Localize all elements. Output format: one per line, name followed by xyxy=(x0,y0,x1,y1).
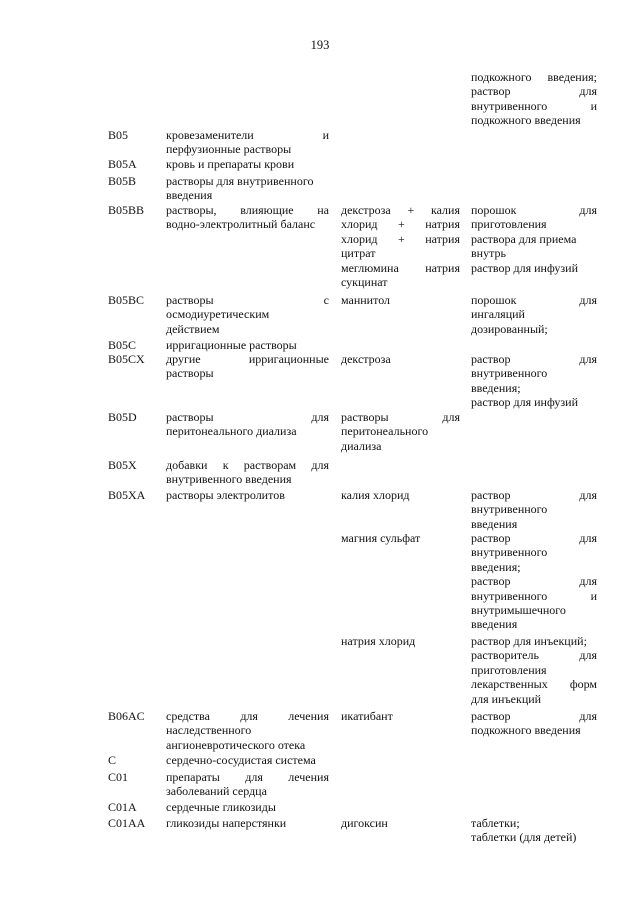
text-line: средства для лечения xyxy=(166,709,329,723)
text-line: растворы xyxy=(166,366,214,381)
text-line: дигоксин xyxy=(341,816,388,830)
atc-code: B05BB xyxy=(108,203,145,217)
text-line: заболеваний сердца xyxy=(166,784,267,799)
text-line: введения; xyxy=(471,559,521,574)
text-line: икатибант xyxy=(341,709,393,723)
text-line: внутривенного xyxy=(471,366,548,381)
anatomical-therapeutic-group xyxy=(166,128,329,157)
text-line: перитонеального диализа xyxy=(166,424,297,439)
dosage-form xyxy=(471,634,597,706)
atc-code: C01AA xyxy=(108,816,146,830)
text-line: подкожного введения; xyxy=(471,70,597,84)
text-line: внутрь xyxy=(471,246,506,261)
text-line: растворы для внутривенного xyxy=(166,174,314,188)
dosage-form xyxy=(471,203,597,275)
text-line: введения xyxy=(166,188,213,203)
text-line: магния сульфат xyxy=(341,531,421,545)
drug-name xyxy=(341,352,460,366)
text-line: хлорид + натрия xyxy=(341,231,460,246)
anatomical-therapeutic-group xyxy=(166,816,329,830)
drug-name xyxy=(341,203,460,289)
text-line: сукцинат xyxy=(341,275,388,290)
text-line: растворы для xyxy=(341,410,460,424)
text-line: ингаляций xyxy=(471,307,525,322)
text-line: сердечно-сосудистая система xyxy=(166,753,316,767)
text-line: введения; xyxy=(471,380,521,395)
text-line: сердечные гликозиды xyxy=(166,800,276,814)
text-line: внутривенного и xyxy=(471,588,597,603)
atc-code: B05BC xyxy=(108,293,145,307)
anatomical-therapeutic-group xyxy=(166,352,329,381)
drug-name xyxy=(341,410,460,453)
anatomical-therapeutic-group xyxy=(166,410,329,439)
text-line: ирригационные растворы xyxy=(166,338,297,352)
text-line: кровь и препараты крови xyxy=(166,157,295,171)
text-line: приготовления xyxy=(471,217,547,232)
text-line: декстроза + калия xyxy=(341,203,460,217)
text-line: для инъекций xyxy=(471,691,542,706)
atc-code: B05 xyxy=(108,128,129,142)
text-line: добавки к растворам для xyxy=(166,458,329,472)
text-line: меглюмина натрия xyxy=(341,260,460,275)
atc-code: B05D xyxy=(108,410,137,424)
text-line: раствор для инъекций; xyxy=(471,634,587,648)
text-line: порошок для xyxy=(471,293,597,307)
text-line: раствор для xyxy=(471,574,597,589)
text-line: ангионевротического отека xyxy=(166,737,306,752)
anatomical-therapeutic-group xyxy=(166,203,329,232)
dosage-form xyxy=(471,352,597,410)
text-line: диализа xyxy=(341,438,382,453)
text-line: раствор для xyxy=(471,84,597,99)
text-line: введения xyxy=(471,516,518,531)
atc-code: B05B xyxy=(108,174,137,188)
text-line: натрия хлорид xyxy=(341,634,416,648)
text-line: растворы электролитов xyxy=(166,488,285,502)
anatomical-therapeutic-group xyxy=(166,293,329,336)
text-line: растворитель для xyxy=(471,648,597,663)
text-line: осмодиуретическим xyxy=(166,307,270,322)
text-line: таблетки (для детей) xyxy=(471,830,577,845)
text-line: наследственного xyxy=(166,723,252,738)
text-line: внутривенного и xyxy=(471,98,597,113)
anatomical-therapeutic-group xyxy=(166,770,329,799)
text-line: водно-электролитный баланс xyxy=(166,217,316,232)
atc-code: C01 xyxy=(108,770,129,784)
text-line: гликозиды наперстянки xyxy=(166,816,287,830)
drug-name xyxy=(341,531,460,545)
text-line: внутривенного xyxy=(471,545,548,560)
text-line: раствор для xyxy=(471,531,597,545)
text-line: внутривенного xyxy=(471,502,548,517)
text-line: введения xyxy=(471,617,518,632)
text-line: действием xyxy=(166,321,220,336)
dosage-form xyxy=(471,70,597,128)
text-line: растворы для xyxy=(166,410,329,424)
text-line: внутривенного введения xyxy=(166,472,292,487)
anatomical-therapeutic-group xyxy=(166,488,329,502)
text-line: таблетки; xyxy=(471,816,520,830)
text-line: подкожного введения xyxy=(471,113,581,128)
dosage-form xyxy=(471,709,597,738)
anatomical-therapeutic-group xyxy=(166,800,329,814)
text-line: раствор для xyxy=(471,488,597,502)
text-line: лекарственных форм xyxy=(471,677,597,692)
dosage-form xyxy=(471,293,597,336)
text-line: кровезаменители и xyxy=(166,128,329,142)
anatomical-therapeutic-group xyxy=(166,174,329,203)
drug-name xyxy=(341,816,460,830)
text-line: другие ирригационные xyxy=(166,352,329,366)
atc-code: B05XA xyxy=(108,488,146,502)
drug-name xyxy=(341,293,460,307)
dosage-form xyxy=(471,488,597,531)
text-line: растворы с xyxy=(166,293,329,307)
text-line: раствор для инфузий xyxy=(471,260,578,275)
dosage-form xyxy=(471,531,597,632)
drug-name xyxy=(341,488,460,502)
text-line: раствор для xyxy=(471,352,597,366)
drug-name xyxy=(341,709,460,723)
text-line: перфузионные растворы xyxy=(166,142,292,157)
anatomical-therapeutic-group xyxy=(166,338,329,352)
text-line: подкожного введения xyxy=(471,723,581,738)
atc-code: B06AC xyxy=(108,709,145,723)
text-line: раствор для инфузий xyxy=(471,395,578,410)
atc-code: B05CX xyxy=(108,352,145,366)
text-line: хлорид + натрия xyxy=(341,217,460,232)
text-line: раствор для xyxy=(471,709,597,723)
text-line: препараты для лечения xyxy=(166,770,329,784)
text-line: дозированный; xyxy=(471,321,548,336)
anatomical-therapeutic-group xyxy=(166,753,329,767)
atc-code: B05X xyxy=(108,458,137,472)
text-line: калия хлорид xyxy=(341,488,410,502)
text-line: декстроза xyxy=(341,352,391,366)
text-line: раствора для приема xyxy=(471,231,577,246)
text-line: растворы, влияющие на xyxy=(166,203,329,217)
text-line: порошок для xyxy=(471,203,597,217)
text-line: перитонеального xyxy=(341,424,429,439)
atc-code: B05C xyxy=(108,338,137,352)
dosage-form xyxy=(471,816,597,845)
anatomical-therapeutic-group xyxy=(166,458,329,487)
drug-name xyxy=(341,634,460,648)
text-line: внутримышечного xyxy=(471,603,566,618)
atc-code: C01A xyxy=(108,800,137,814)
text-line: приготовления xyxy=(471,662,547,677)
text-line: маннитол xyxy=(341,293,391,307)
atc-code: B05A xyxy=(108,157,137,171)
text-line: цитрат xyxy=(341,246,376,261)
atc-code: C xyxy=(108,753,117,767)
anatomical-therapeutic-group xyxy=(166,709,329,752)
page-number: 193 xyxy=(310,38,330,52)
anatomical-therapeutic-group xyxy=(166,157,329,171)
